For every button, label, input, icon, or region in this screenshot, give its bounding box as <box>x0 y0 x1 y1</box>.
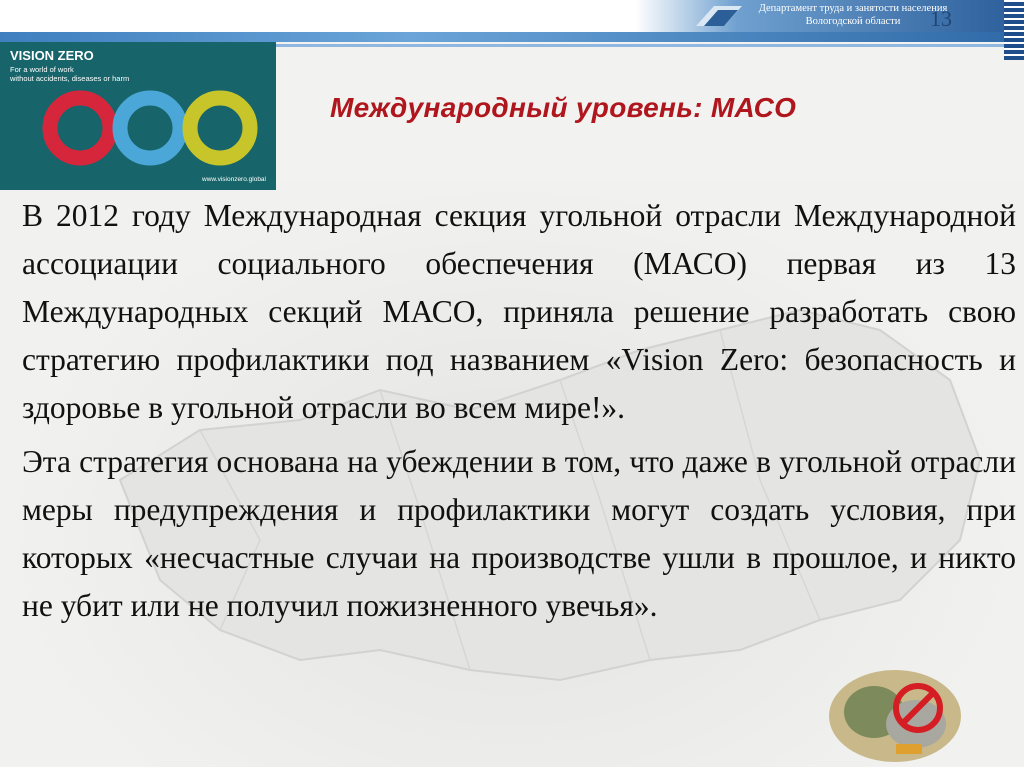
paragraph-2: Эта стратегия основана на убеждении в том, что даже в угольной отрасли меры предупреждения и профилактики могут создать условия, при которых «несчастные случаи на производстве ушли в прошлое, и никто не убит или не получил пожизненного увечья». <box>22 444 1016 623</box>
vision-zero-subtitle-line2: without accidents, diseases or harm <box>10 74 130 83</box>
safety-prohibition-photo-icon <box>826 664 964 764</box>
vision-zero-rings-icon <box>38 88 268 168</box>
vision-zero-logo <box>0 42 276 190</box>
vision-zero-subtitle <box>10 65 170 83</box>
header-right-bars <box>1004 0 1024 60</box>
department-line1: Департамент труда и занятости населения <box>758 3 948 14</box>
department-line2: Вологодской области <box>805 16 901 27</box>
slide-title: Международный уровень: МАСО <box>330 92 797 123</box>
vision-zero-url: www.visionzero.global <box>202 176 266 183</box>
vision-zero-title: VISION ZERO <box>10 48 94 63</box>
department-name <box>748 2 958 28</box>
slide-body <box>22 192 1016 636</box>
department-logo-icon <box>694 2 744 28</box>
header-stripe <box>0 32 1024 42</box>
paragraph-1: В 2012 году Международная секция угольной отрасли Международной ассоциации социального обеспечения (МАСО) первая из 13 Международных секций МАСО, приняла решение разработать свою стратегию профилактики под названием «Vision Zero: безопасность и здоровье в угольной отрасли во всем мире!». <box>22 198 1016 425</box>
slide-number: 13 <box>930 6 952 31</box>
vision-zero-subtitle-line1: For a world of work <box>10 65 74 74</box>
